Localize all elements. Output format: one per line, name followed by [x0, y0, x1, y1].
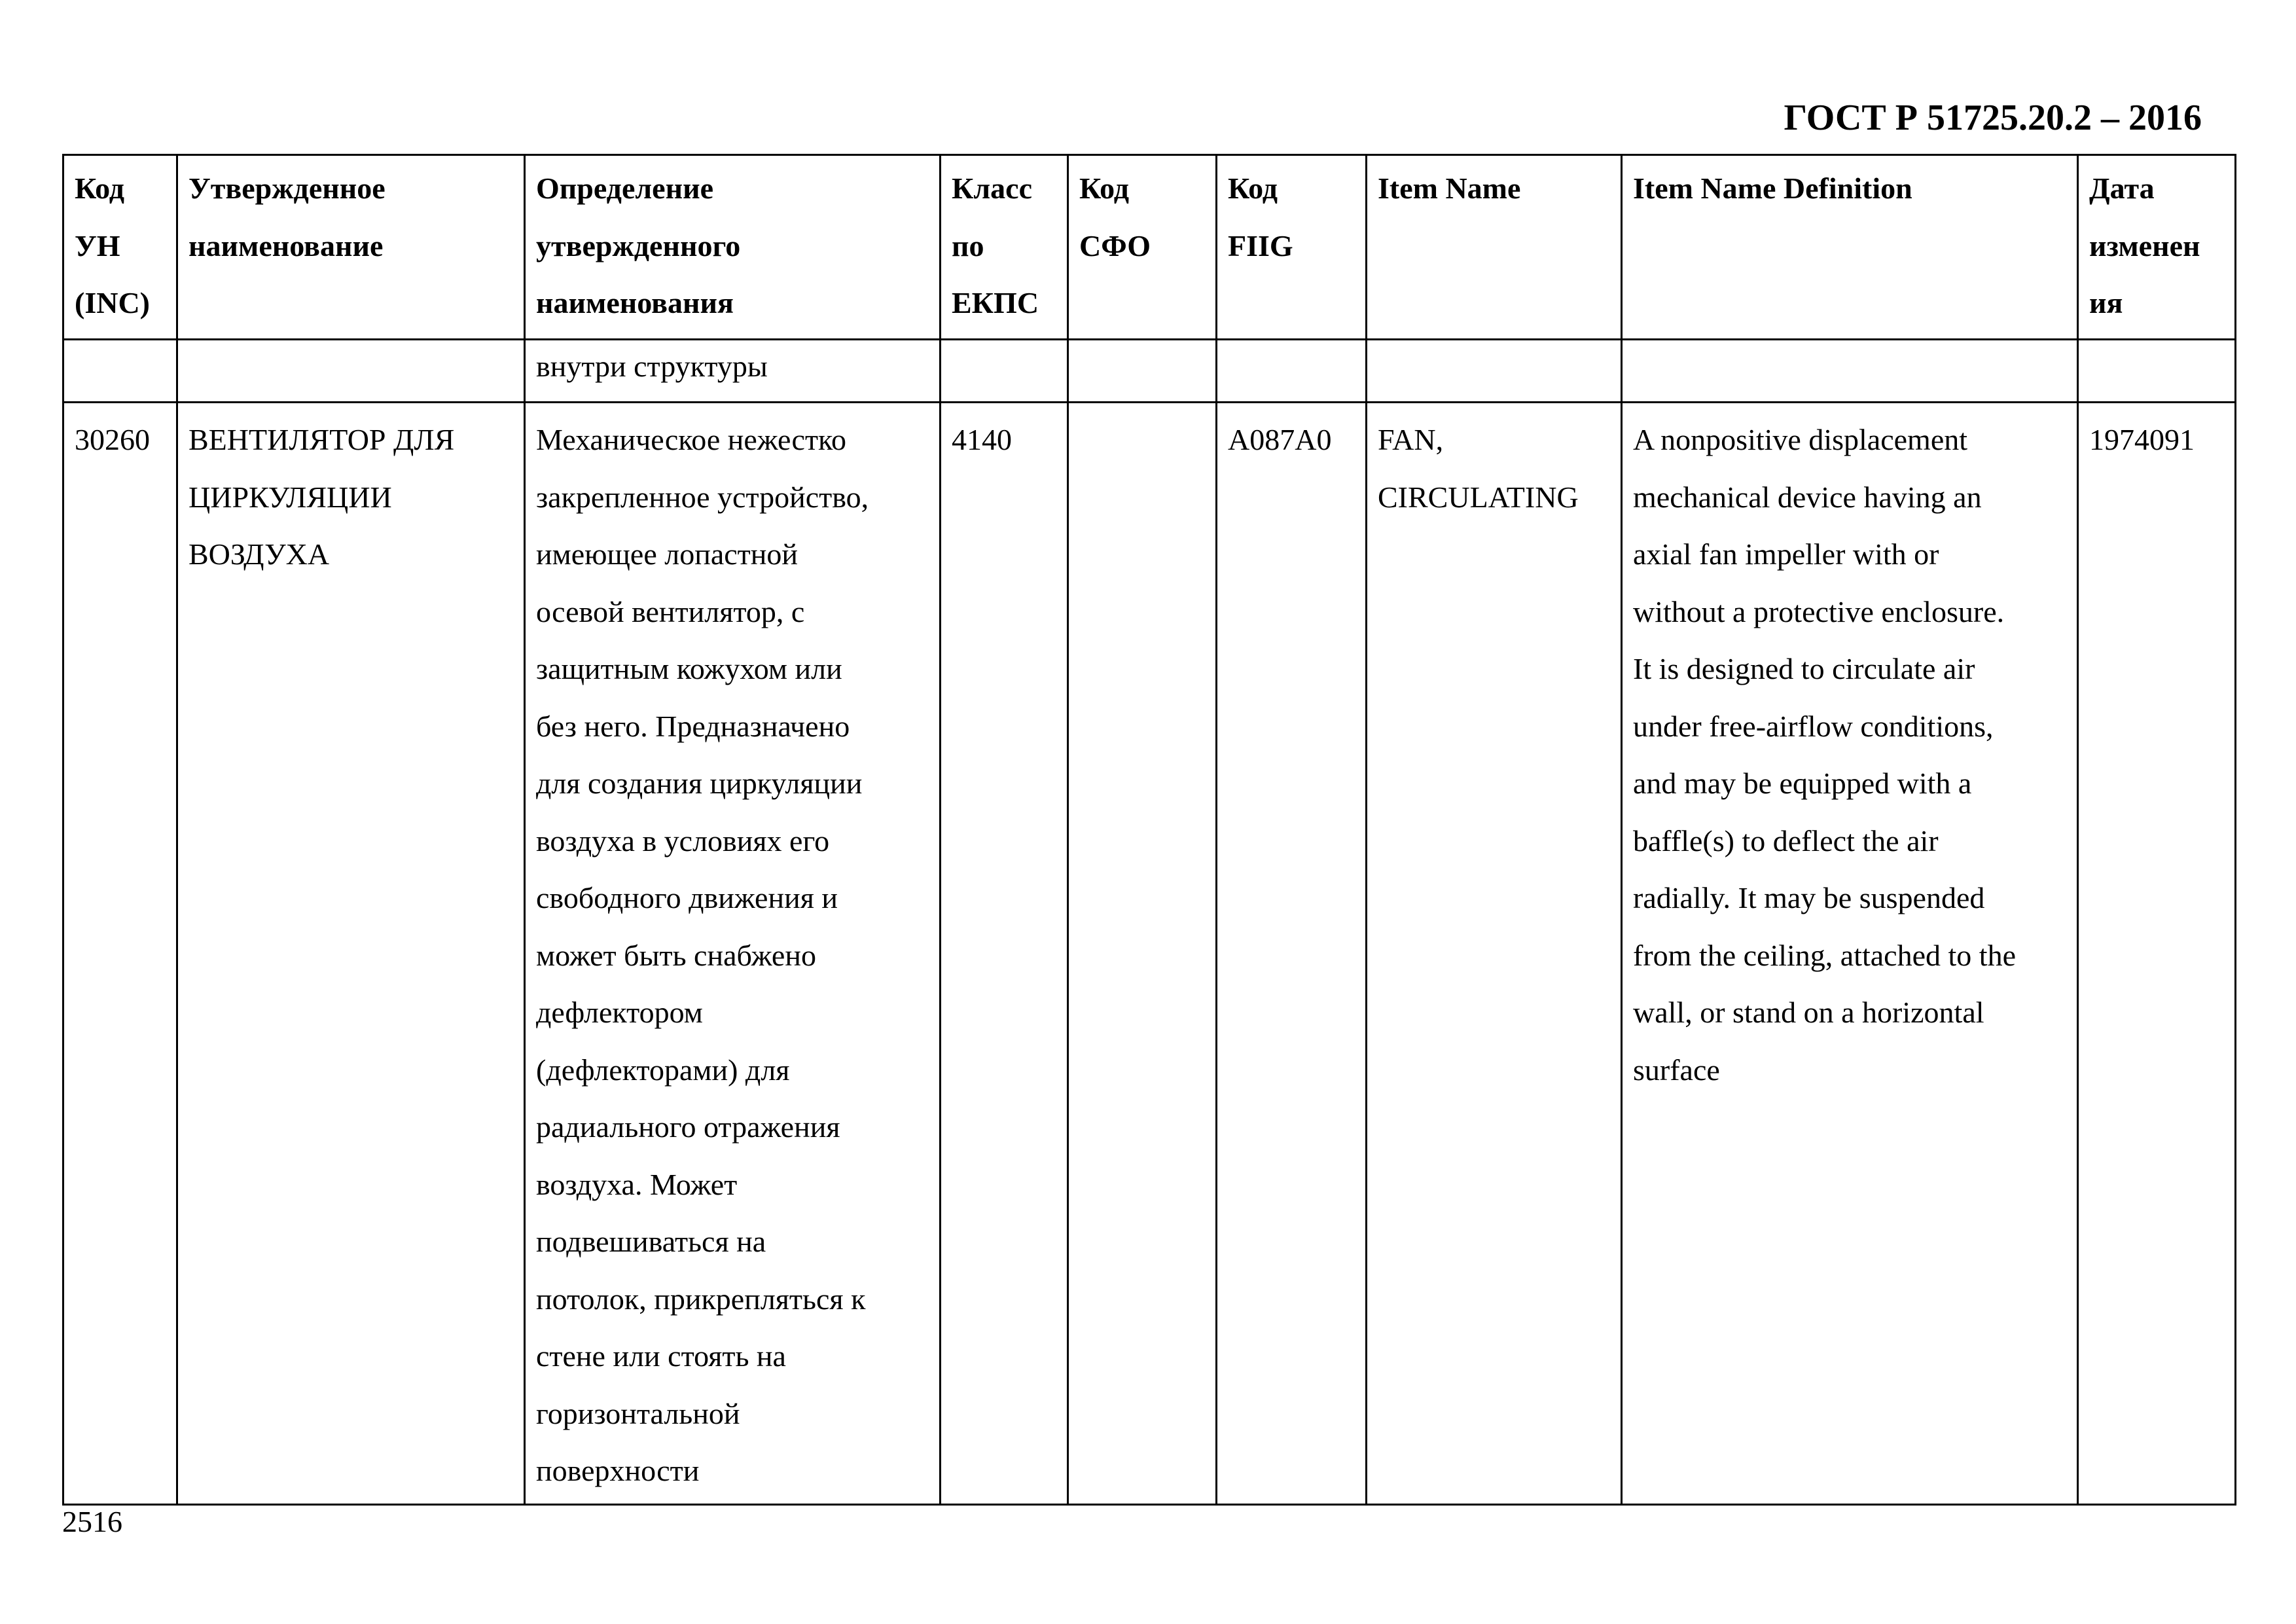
column-header-item-name: Item Name — [1367, 155, 1622, 340]
table-cell — [941, 340, 1068, 403]
table-cell — [1068, 340, 1217, 403]
column-header-sfo-code: Код СФО — [1068, 155, 1217, 340]
table-cell — [2078, 340, 2236, 403]
ekps-class-cell: 4140 — [941, 403, 1068, 1505]
inc-code-cell: 30260 — [63, 403, 177, 1505]
column-header-item-name-definition: Item Name Definition — [1622, 155, 2078, 340]
column-header-fiig-code: Код FIIG — [1217, 155, 1367, 340]
continued-definition-cell: внутри структуры — [525, 340, 941, 403]
column-header-inc-code: Код УН (INC) — [63, 155, 177, 340]
change-date-cell: 1974091 — [2078, 403, 2236, 1505]
column-header-change-date: Дата изменен ия — [2078, 155, 2236, 340]
table-cell — [63, 340, 177, 403]
column-header-approved-name: Утвержденное наименование — [177, 155, 525, 340]
page-number: 2516 — [62, 1505, 122, 1538]
table-cell — [1217, 340, 1367, 403]
table-cell — [1622, 340, 2078, 403]
column-header-definition: Определение утвержденного наименования — [525, 155, 941, 340]
table-header-row — [63, 155, 2236, 340]
document-id-header: ГОСТ Р 51725.20.2 – 2016 — [1784, 98, 2202, 138]
fiig-code-cell: A087A0 — [1217, 403, 1367, 1505]
table-cell — [177, 340, 525, 403]
sfo-code-cell — [1068, 403, 1217, 1505]
table-cell — [1367, 340, 1622, 403]
column-header-ekps-class: Класс по ЕКПС — [941, 155, 1068, 340]
item-name-cell: FAN, CIRCULATING — [1367, 403, 1622, 1505]
approved-name-cell: ВЕНТИЛЯТОР ДЛЯ ЦИРКУЛЯЦИИ ВОЗДУХА — [177, 403, 525, 1505]
table-row — [63, 403, 2236, 1505]
item-name-definition-cell: A nonpositive displacement mechanical device having an axial fan impeller with or without a protective enclosure. It is designed to circulate air under free-airflow conditions, and may be equipped with a baffle(s) to deflect the air radially. It may be suspended from the ceiling, attached to the wall, or stand on a horizontal surface — [1622, 403, 2078, 1505]
continuation-row — [63, 340, 2236, 403]
item-name-table — [62, 154, 2236, 1506]
definition-ru-cell: Механическое нежестко закрепленное устройство, имеющее лопастной осевой вентилятор, с защитным кожухом или без него. Предназначено для создания циркуляции воздуха в условиях его свободного движения и может быть снабжено дефлектором (дефлекторами) для радиального отражения воздуха. Может подвешиваться на потолок, прикрепляться к стене или стоять на горизонтальной поверхности — [525, 403, 941, 1505]
